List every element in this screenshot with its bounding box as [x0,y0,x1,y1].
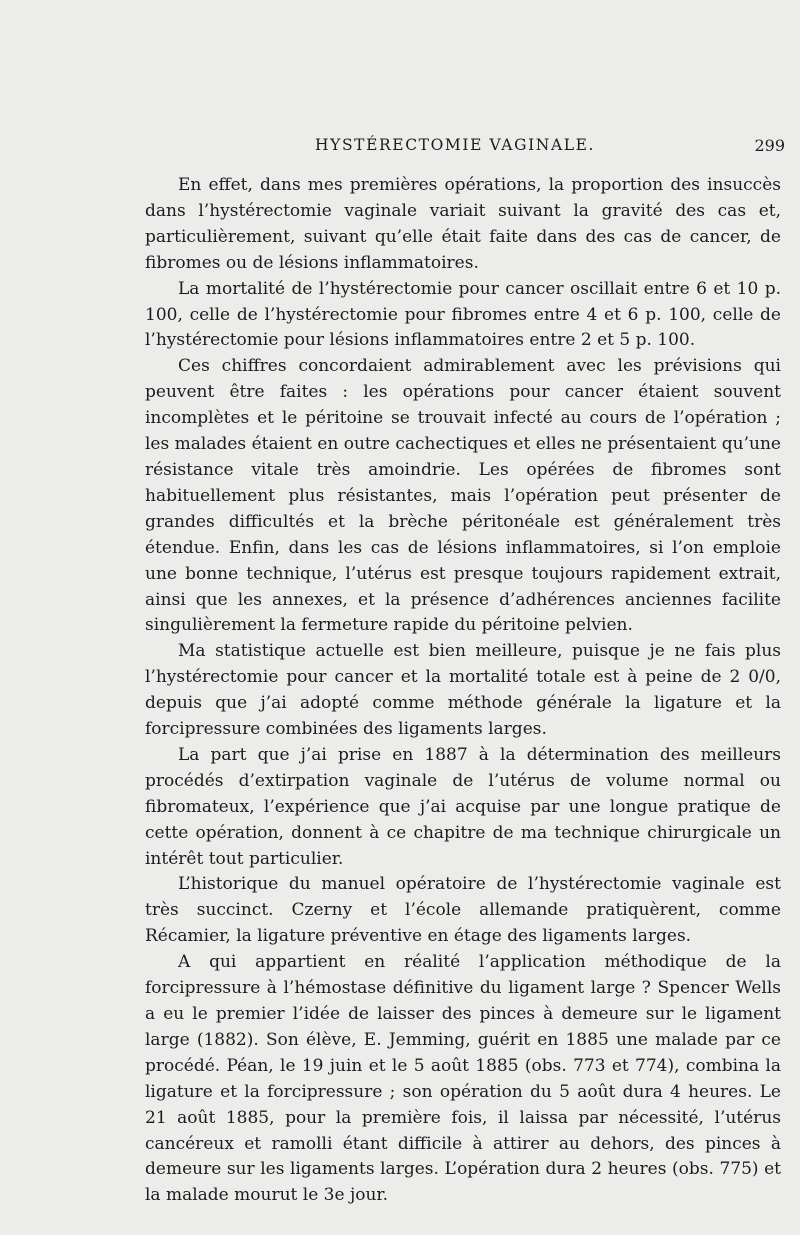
paragraph-3: Ces chiffres concordaient admirablement avec les prévisions qui peuvent être faites : les opérations pour cancer étaient souvent incomplètes et le péritoine se trouvait infecté au cours de l’opération ; les malades étaient en outre cachectiques et elles ne présentaient qu’une résistance vitale très amoindrie. Les opérées de fibromes sont habituellement plus résistantes, mais l’opération peut présenter de grandes difficultés et la brèche péritonéale est généralement très étendue. Enfin, dans les cas de lésions inflammatoires, si l’on emploie une bonne technique, l’utérus est presque toujours rapidement extrait, ainsi que les annexes, et la présence d’adhérences anciennes facilite singulièrement la fermeture rapide du péritoine pelvien. [145,356,781,636]
paragraph-7: A qui appartient en réalité l’application méthodique de la forcipressure à l’hémostase définitive du ligament large ? Spencer Wells a eu le premier l’idée de laisser des pinces à demeure sur le ligament large (1882). Son élève, E. Jemming, guérit en 1885 une malade par ce procédé. Péan, le 19 juin et le 5 août 1885 (obs. 773 et 774), combina la ligature et la forcipressure ; son opération du 5 août dura 4 heures. Le 21 août 1885, pour la première fois, il laissa par nécessité, l’utérus cancéreux et ramolli étant difficile à attirer au dehors, des pinces à demeure sur les ligaments larges. L’opération dura 2 heures (obs. 775) et la malade mourut le 3e jour. [145,952,781,1206]
body-text [145,173,781,1209]
page-number: 299 [754,136,785,155]
paragraph-5: La part que j’ai prise en 1887 à la détermination des meilleurs procédés d’extirpation vaginale de l’utérus de volume normal ou fibromateux, l’expérience que j’ai acquise par une longue pratique de cette opération, donnent à ce chapitre de ma technique chirurgicale un intérêt tout particulier. [145,744,781,869]
paragraph-2: La mortalité de l’hystérectomie pour cancer oscillait entre 6 et 10 p. 100, celle de l’hystérectomie pour fibromes entre 4 et 6 p. 100, celle de l’hystérectomie pour lésions inflammatoires entre 2 et 5 p. 100. [145,278,781,351]
paragraph-1: En effet, dans mes premières opérations, la proportion des insuccès dans l’hystérectomie vaginale variait suivant la gravité des cas et, particulièrement, suivant qu’elle était faite dans des cas de cancer, de fibromes ou de lésions inflammatoires. [145,175,781,273]
paragraph-6: L’historique du manuel opératoire de l’hystérectomie vaginale est très succinct. Czerny et l’école allemande pratiquèrent, comme Récamier, la ligature préventive en étage des ligaments larges. [145,874,781,947]
running-head [145,136,785,162]
running-title: HYSTÉRECTOMIE VAGINALE. [315,136,596,154]
paragraph-4: Ma statistique actuelle est bien meilleure, puisque je ne fais plus l’hystérectomie pour cancer et la mortalité totale est à peine de 2 0/0, depuis que j’ai adopté comme méthode générale la ligature et la forcipressure combinées des ligaments larges. [145,641,781,740]
